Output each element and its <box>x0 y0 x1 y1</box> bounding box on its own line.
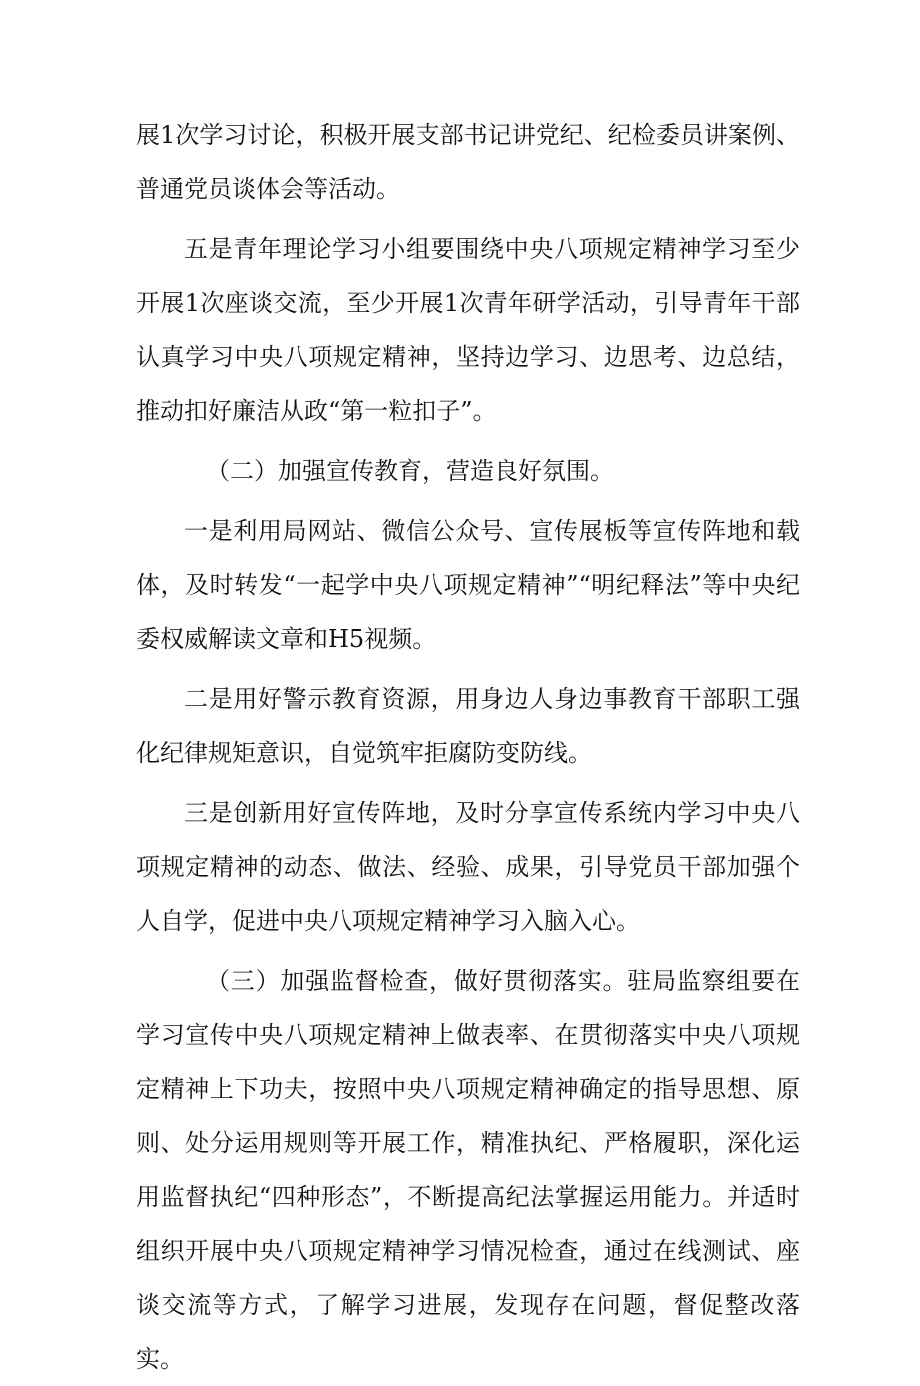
paragraph-item-one: 一是利用局网站、微信公众号、宣传展板等宣传阵地和载体，及时转发“一起学中央八项规定精神”“明纪释法”等中央纪委权威解读文章和H5视频。 <box>136 517 800 653</box>
paragraph-item-three: 三是创新用好宣传阵地，及时分享宣传系统内学习中央八项规定精神的动态、做法、经验、成果，引导党员干部加强个人自学，促进中央八项规定精神学习入脑入心。 <box>136 799 800 935</box>
document-body <box>136 108 800 1386</box>
paragraph-item-five: 五是青年理论学习小组要围绕中央八项规定精神学习至少开展1次座谈交流，至少开展1次青年研学活动，引导青年干部认真学习中央八项规定精神，坚持边学习、边思考、边总结，推动扣好廉洁从政“第一粒扣子”。 <box>136 235 800 425</box>
paragraph-continuation: 展1次学习讨论，积极开展支部书记讲党纪、纪检委员讲案例、普通党员谈体会等活动。 <box>136 121 800 203</box>
section-three-paragraph: （三）加强监督检查，做好贯彻落实。驻局监察组要在学习宣传中央八项规定精神上做表率、在贯彻落实中央八项规定精神上下功夫，按照中央八项规定精神确定的指导思想、原则、处分运用规则等开展工作，精准执纪、严格履职，深化运用监督执纪“四种形态”，不断提高纪法掌握运用能力。并适时组织开展中央八项规定精神学习情况检查，通过在线测试、座谈交流等方式，了解学习进展，发现存在问题，督促整改落实。 <box>136 967 800 1373</box>
paragraph-item-two: 二是用好警示教育资源，用身边人身边事教育干部职工强化纪律规矩意识，自觉筑牢拒腐防变防线。 <box>136 685 800 767</box>
section-heading-two: （二）加强宣传教育，营造良好氛围。 <box>206 457 614 485</box>
